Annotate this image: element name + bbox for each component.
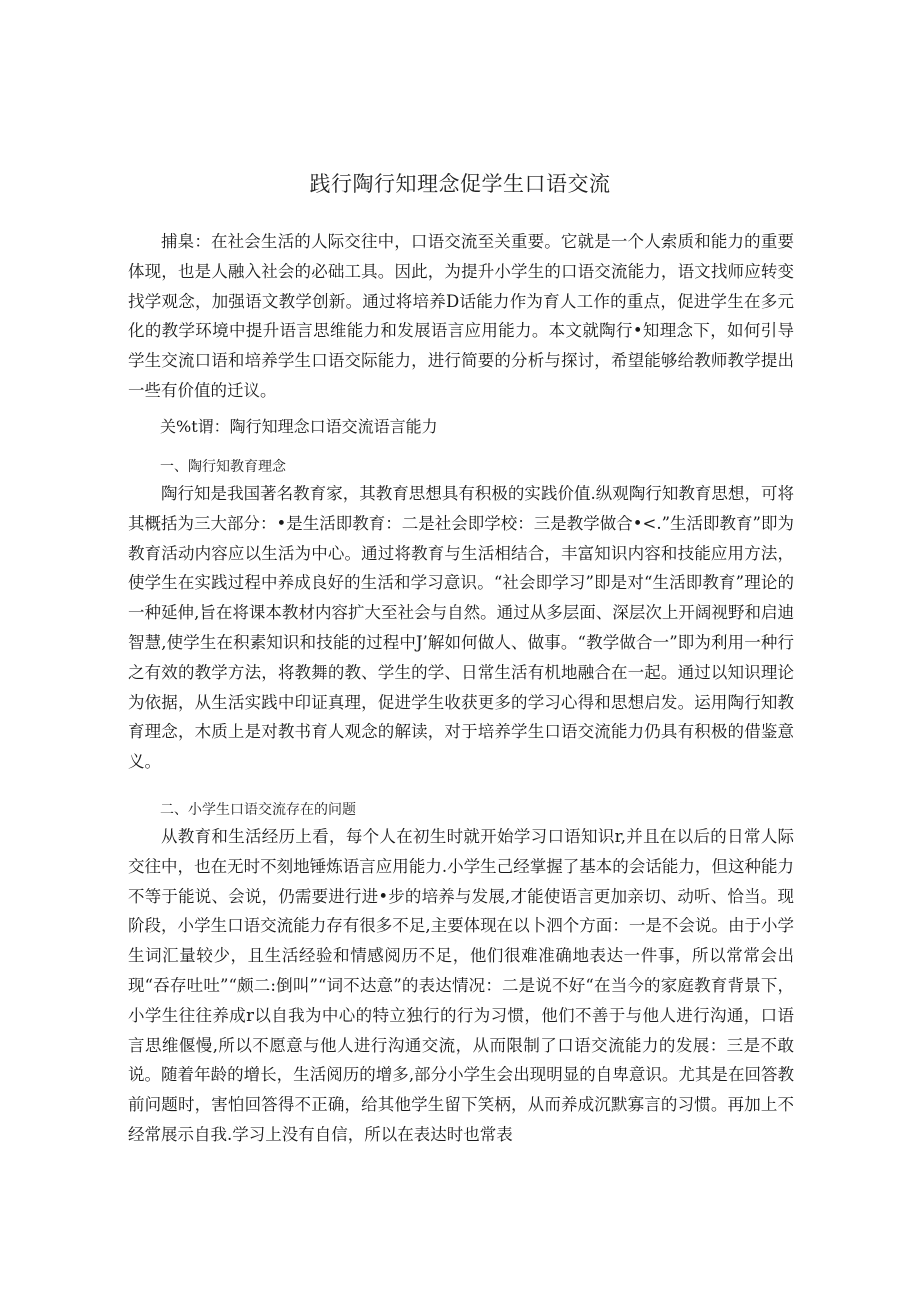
section-1-paragraph: 陶行知是我国著名教育家，其教育思想具有积极的实践价值.纵观陶行知教育思想，可将其概括为三大部分：•是生活即教育：二是社会即学校：三是教学做合•<.”生活即教育”即为教育活动内容应以生活为中心。通过将教育与生活相结合，丰富知识内容和技能应用方法，使学生在实践过程中养成良好的生活和学习意识。“社会即学习”即是对“生活即教育”理论的一种延伸,旨在将课本教材内容扩大至社会与自然。通过从多层面、深层次上开阔视野和启迪智慧,使学生在积素知识和技能的过程中J’解如何做人、做事。“教学做合一”即为利用一种行之有效的教学方法，将教舞的教、学生的学、日常生活有机地融合在一起。通过以知识理论为依据，从生活实践中印证真理，促进学生收获更多的学习心得和思想启发。运用陶行知教育理念，木质上是对教书育人观念的解读，对于培养学生口语交流能力仍具有积极的借鉴意义。 — [128, 484, 794, 772]
section-heading-2: 二、小学生口语交流存在的问题 — [160, 802, 356, 818]
section-heading-1: 一、陶行知教育理念 — [160, 459, 286, 475]
abstract-paragraph: 捕臬：在社会生活的人际交往中，口语交流至关重要。它就是一个人索质和能力的重要体现，也是人融入社会的必础工具。因此，为提升小学生的口语交流能力，语文找师应转变找学观念，加强语文教学创新。通过将培养D话能力作为育人工作的重点，促进学生在多元化的教学环境中提升语言思维能力和发展语言应用能力。本文就陶行•知理念下，如何引导学生交流口语和培养学生口语交际能力，进行简要的分析与探讨，希望能够给教师教学提出一些有价值的迁议。 — [128, 232, 794, 400]
keywords-line: 关%t谓：陶行知理念口语交流语言能力 — [160, 417, 438, 436]
section-2-paragraph: 从教育和生活经历上看，每个人在初生时就开始学习口语知识r,并且在以后的日常人际交往中，也在无时不刻地锤炼语言应用能力.小学生己经掌握了基本的会话能力，但这种能力不等于能说、会说，仍需要进行进•步的培养与发展,才能使语言更加亲切、动听、恰当。现阶段，小学生口语交流能力存有很多不足,主要体现在以卜泗个方面：一是不会说。由于小学生词汇量较少，且生活经验和情感阅历不足，他们很难准确地表达一件事，所以常常会出现“吞存吐吐”“颇二:倒叫”“词不达意”的表达情况：二是说不好“在当今的家庭教育背景下，小学生往往养成r以自我为中心的特立独行的行为习惯，他们不善于与他人进行沟通，口语言思维偃慢,所以不愿意与他人进行沟通交流，从而限制了口语交流能力的发展：三是不敢说。随着年龄的增长，生活阅历的增多,部分小学生会出现明显的自卑意识。尤其是在回答教前问题时，害怕回答得不正确，给其他学生留下笑柄，从而养成沉默寡言的习惯。再加上不经常展示自我.学习上没有自信，所以在表达时也常表 — [128, 827, 794, 1144]
page-title: 践行陶行知理念促学生口语交流 — [309, 172, 611, 196]
